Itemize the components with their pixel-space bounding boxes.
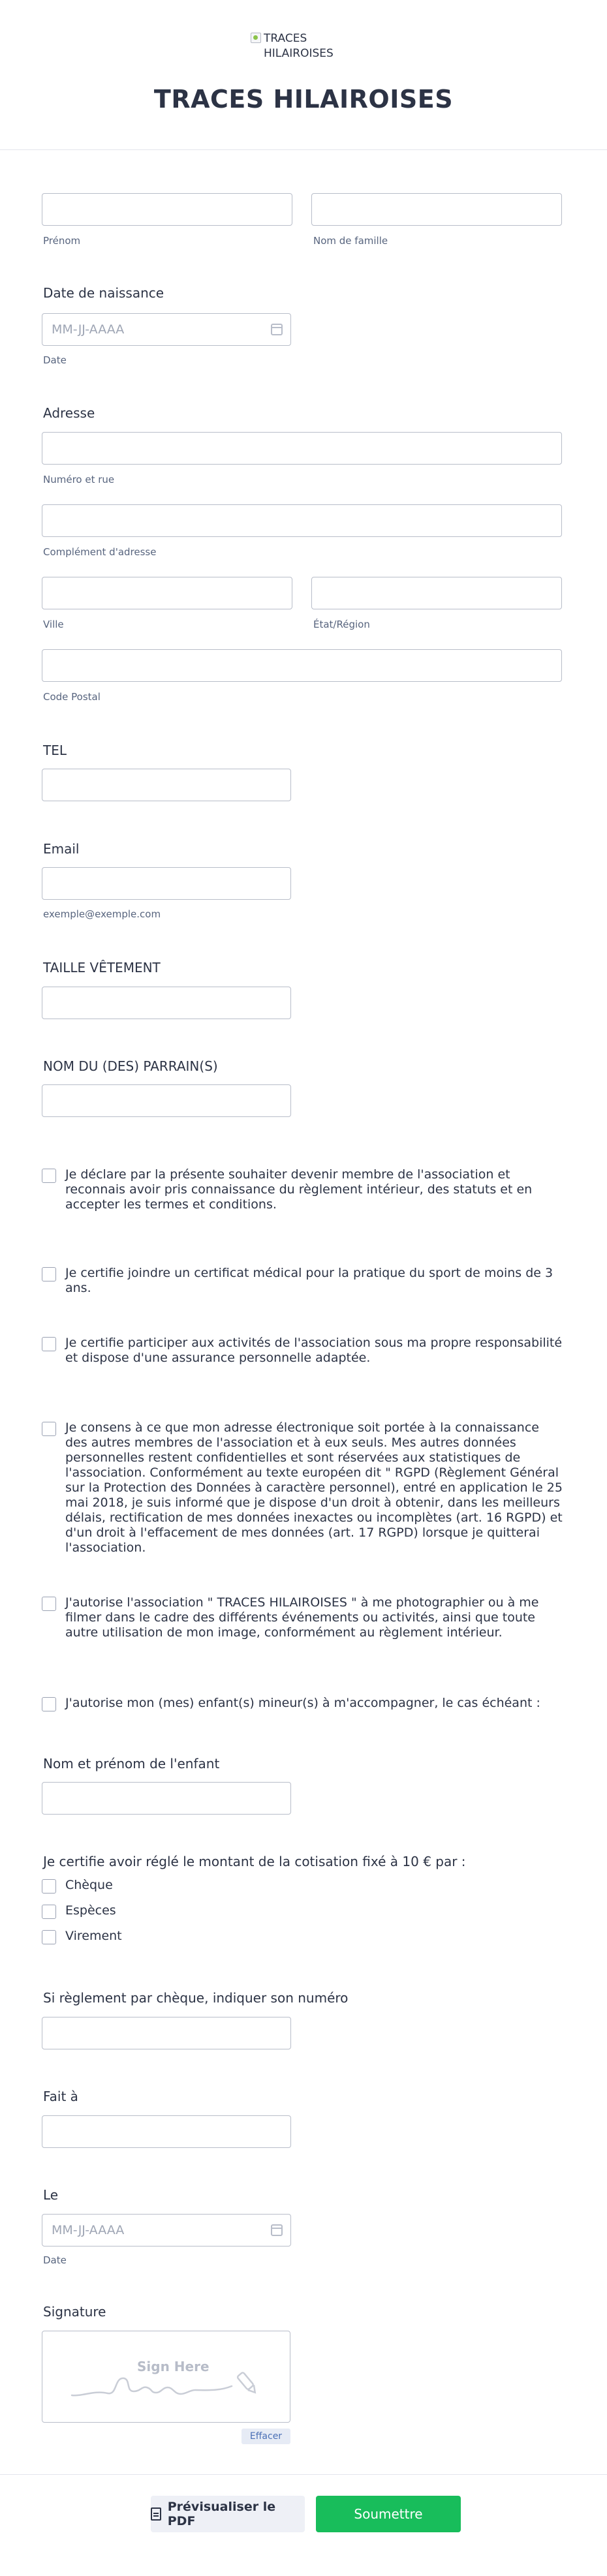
preview-pdf-button[interactable]	[151, 2496, 305, 2532]
state-input[interactable]	[311, 577, 562, 609]
birthdate-sublabel: Date	[43, 354, 67, 366]
consent-image[interactable]	[42, 1595, 564, 1640]
payment-option-transfer[interactable]	[42, 1929, 564, 1944]
date-sublabel: Date	[43, 2254, 67, 2266]
sponsor-label: NOM DU (DES) PARRAIN(S)	[43, 1058, 218, 1074]
consent-image-text: J'autorise l'association " TRACES HILAIROISES " à me photographier ou à me filmer dans le cadre des différents événements ou activités, ainsi que toute autre utilisation de mon image, conformément au règlement intérieur.	[65, 1595, 539, 1640]
phone-input[interactable]	[42, 769, 291, 801]
broken-image-icon	[251, 33, 261, 43]
street-sublabel: Numéro et rue	[43, 474, 115, 485]
street2-input[interactable]	[42, 504, 562, 537]
payment-transfer-label: Virement	[65, 1929, 122, 1943]
consent-medical-text: Je certifie joindre un certificat médical pour la pratique du sport de moins de 3 ans.	[65, 1266, 553, 1295]
consent-responsibility-text: Je certifie participer aux activités de l'association sous ma propre responsabilité et dispose d'une assurance personnelle adaptée.	[65, 1336, 563, 1365]
consent-gdpr[interactable]	[42, 1420, 564, 1556]
birthdate-label: Date de naissance	[43, 285, 164, 301]
logo	[251, 31, 334, 61]
payment-cheque-checkbox[interactable]	[42, 1879, 56, 1894]
consent-medical-checkbox[interactable]	[42, 1267, 56, 1281]
consent-gdpr-text: Je consens à ce que mon adresse électronique soit portée à la connaissance des autres membres de l'association et à eux seuls. Mes autres données personnelles restent confidentielles et sont réservées aux statistiques de l'association. Conformément au texte européen dit " RGPD (Règlement Général sur la Protection des Données à caractère personnel), entré en application le 25 mai 2018, je suis informé que je dispose d'un droit à obtenir, dans les meilleurs délais, rectification de mes données inexactes ou incomplètes (art. 16 RGPD) et d'un droit à l'effacement de mes données (art. 17 RGPD) lorsque je quitterai l'association.	[65, 1420, 563, 1555]
date-input[interactable]	[42, 2214, 291, 2246]
form-title: TRACES HILAIROISES	[153, 85, 454, 114]
payment-label: Je certifie avoir réglé le montant de la cotisation fixé à 10 € par :	[43, 1854, 466, 1869]
consent-image-checkbox[interactable]	[42, 1597, 56, 1611]
place-input[interactable]	[42, 2115, 291, 2148]
consent-membership-checkbox[interactable]	[42, 1169, 56, 1183]
city-input[interactable]	[42, 577, 292, 609]
submit-button[interactable]: Soumettre	[316, 2496, 461, 2532]
consent-minors-text: J'autorise mon (mes) enfant(s) mineur(s) à m'accompagner, le cas échéant :	[65, 1696, 540, 1710]
payment-option-cash[interactable]	[42, 1903, 564, 1919]
signature-pad[interactable]	[42, 2331, 290, 2423]
place-label: Fait à	[43, 2089, 78, 2104]
phone-label: TEL	[43, 743, 67, 758]
consent-membership-text: Je déclare par la présente souhaiter devenir membre de l'association et reconnais avoir pris connaissance du règlement intérieur, des statuts et en accepter les termes et conditions.	[65, 1167, 533, 1212]
child-name-label: Nom et prénom de l'enfant	[43, 1756, 220, 1771]
postal-code-input[interactable]	[42, 649, 562, 682]
first-name-input[interactable]	[42, 193, 292, 226]
last-name-input[interactable]	[311, 193, 562, 226]
form-footer	[0, 2474, 607, 2576]
first-name-sublabel: Prénom	[43, 235, 81, 247]
logo-alt-text: TRACES HILAIROISES	[264, 32, 334, 60]
birthdate-input[interactable]	[42, 313, 291, 346]
cheque-number-label: Si règlement par chèque, indiquer son numéro	[43, 1990, 349, 2006]
consent-minors[interactable]	[42, 1696, 564, 1711]
calendar-icon[interactable]	[271, 324, 283, 335]
address-label: Adresse	[43, 405, 95, 421]
clothing-size-input[interactable]	[42, 987, 291, 1019]
consent-membership[interactable]	[42, 1167, 564, 1212]
street-input[interactable]	[42, 432, 562, 465]
consent-responsibility-checkbox[interactable]	[42, 1337, 56, 1351]
sponsor-input[interactable]	[42, 1084, 291, 1117]
last-name-sublabel: Nom de famille	[313, 235, 388, 247]
preview-pdf-label: Prévisualiser le PDF	[167, 2500, 276, 2528]
payment-transfer-checkbox[interactable]	[42, 1930, 56, 1944]
email-label: Email	[43, 841, 80, 857]
date-placeholder: MM-JJ-AAAA	[52, 2223, 125, 2237]
signature-label: Signature	[43, 2304, 106, 2320]
date-label: Le	[43, 2187, 59, 2203]
document-icon	[151, 2507, 161, 2521]
email-input[interactable]	[42, 867, 291, 900]
payment-cheque-label: Chèque	[65, 1878, 113, 1892]
payment-option-cheque[interactable]	[42, 1878, 564, 1894]
payment-cash-label: Espèces	[65, 1903, 116, 1918]
consent-responsibility[interactable]	[42, 1336, 564, 1366]
email-sublabel: exemple@exemple.com	[43, 908, 161, 920]
consent-gdpr-checkbox[interactable]	[42, 1422, 56, 1436]
city-sublabel: Ville	[43, 619, 64, 630]
consent-medical[interactable]	[42, 1266, 564, 1296]
consent-minors-checkbox[interactable]	[42, 1697, 56, 1711]
clear-signature-button[interactable]: Effacer	[241, 2429, 290, 2444]
calendar-icon[interactable]	[271, 2224, 283, 2236]
cheque-number-input[interactable]	[42, 2017, 291, 2049]
form-header	[0, 0, 607, 150]
payment-cash-checkbox[interactable]	[42, 1905, 56, 1919]
postal-code-sublabel: Code Postal	[43, 691, 101, 703]
state-sublabel: État/Région	[313, 619, 370, 630]
street2-sublabel: Complément d'adresse	[43, 546, 157, 558]
child-name-input[interactable]	[42, 1782, 291, 1815]
signature-hint: Sign Here	[137, 2359, 210, 2374]
clothing-size-label: TAILLE VÊTEMENT	[43, 960, 161, 975]
birthdate-placeholder: MM-JJ-AAAA	[52, 322, 125, 337]
